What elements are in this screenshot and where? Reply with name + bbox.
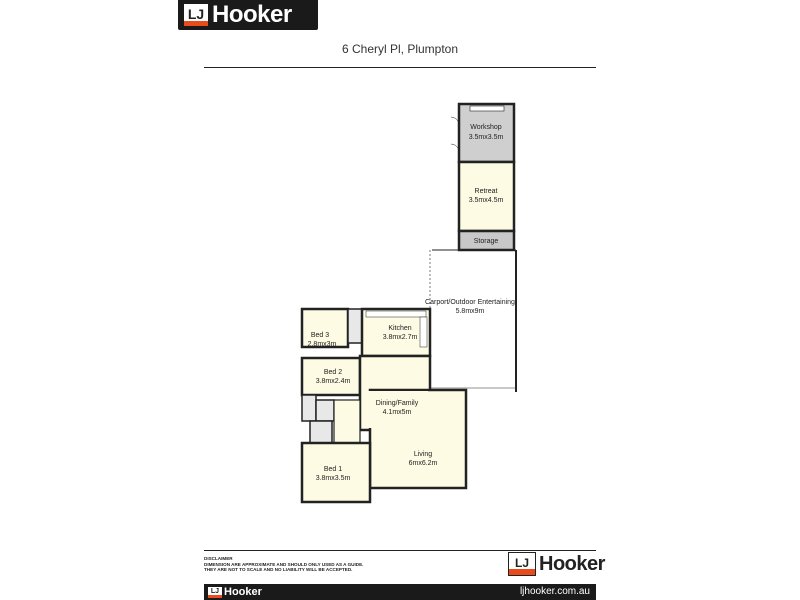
label-kitchen-size: 3.8mx2.7m — [382, 334, 418, 341]
page-title: 6 Cheryl Pl, Plumpton — [341, 42, 459, 56]
label-storage-name: Storage — [473, 238, 499, 245]
wet-area-1 — [348, 309, 362, 343]
label-kitchen-name: Kitchen — [388, 325, 412, 332]
kitchen-bench — [366, 311, 426, 317]
disclaimer-heading: DISCLAIMER — [204, 556, 233, 561]
label-bed3-size: 2.8mx3m — [307, 341, 337, 348]
disclaimer-line-1: DIMENSION ARE APPROXIMATE AND SHOULD ONLY USED AS A GUIDE. — [204, 561, 364, 567]
wet-area-3 — [316, 400, 334, 421]
bottom-bar — [204, 584, 596, 600]
label-retreat-size: 3.5mx4.5m — [468, 197, 504, 204]
label-bed1-size: 3.8mx3.5m — [315, 475, 351, 482]
logo-wordmark: Hooker — [539, 552, 605, 575]
disclaimer-line-2: THEY ARE NOT TO SCALE AND NO LIABILITY WILL BE ACCEPTED. — [204, 567, 353, 572]
workshop-door — [470, 106, 504, 111]
label-bed2-name: Bed 2 — [323, 369, 343, 376]
footer-divider — [204, 550, 596, 551]
label-living-size: 6mx6.2m — [408, 460, 438, 467]
room-workshop — [459, 104, 514, 162]
room-bed2 — [302, 358, 360, 395]
label-carport-name: Carport/Outdoor Entertaining — [425, 299, 515, 306]
label-workshop-name: Workshop — [470, 124, 502, 131]
kitchen-island — [420, 317, 427, 347]
disclaimer — [204, 556, 363, 573]
lj-mark: LJ — [208, 587, 222, 598]
lj-mark: LJ — [508, 552, 536, 576]
logo-wordmark: Hooker — [224, 586, 262, 598]
logo-wordmark: Hooker — [212, 1, 292, 28]
label-dining-name: Dining/Family — [375, 400, 419, 407]
label-dining-size: 4.1mx5m — [382, 409, 412, 416]
label-carport-size: 5.8mx9m — [455, 308, 485, 315]
wet-area-4 — [310, 421, 332, 443]
label-living-name: Living — [413, 451, 433, 458]
website-link[interactable]: ljhooker.com.au — [519, 586, 590, 597]
footer-logo — [508, 552, 605, 576]
bottom-logo — [208, 586, 262, 598]
lj-mark: LJ — [184, 4, 208, 26]
wet-area-2 — [302, 395, 316, 421]
label-bed2-size: 3.8mx2.4m — [315, 378, 351, 385]
carport-area — [430, 250, 516, 392]
label-workshop-size: 3.5mx3.5m — [468, 134, 504, 141]
hall — [334, 400, 360, 443]
label-bed3-name: Bed 3 — [310, 332, 330, 339]
label-bed1-name: Bed 1 — [323, 466, 343, 473]
label-retreat-name: Retreat — [474, 188, 498, 195]
